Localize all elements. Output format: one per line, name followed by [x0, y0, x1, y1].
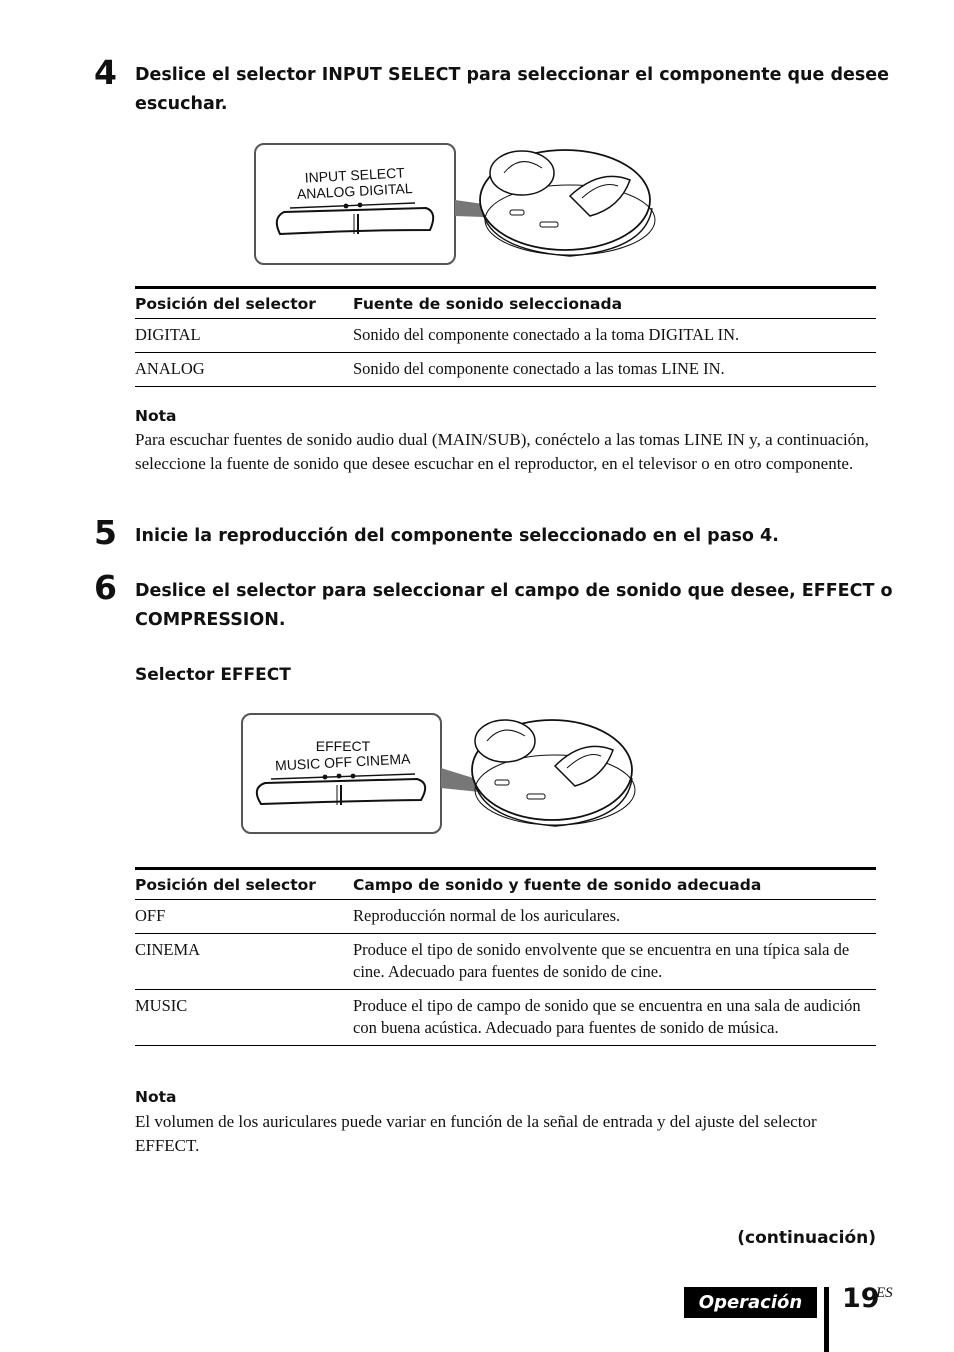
table-cell: OFF: [135, 900, 353, 934]
section-tab: [684, 1287, 817, 1318]
page-rule: [824, 1287, 829, 1352]
input-select-table: [135, 286, 876, 387]
step-number: 5: [94, 513, 117, 552]
table-header-cell: Posición del selector: [135, 869, 353, 900]
table-cell: Reproducción normal de los auriculares.: [353, 900, 876, 934]
input-select-slider: [277, 208, 433, 234]
effect-table: [135, 867, 876, 1046]
table-cell: Produce el tipo de campo de sonido que se encuentra en una sala de audición con buena acústica. Adecuado para fuentes de sonido de música.: [353, 990, 876, 1046]
table-row: [135, 353, 876, 387]
effect-selector-figure: [237, 708, 657, 840]
note-text: El volumen de los auriculares puede variar en función de la señal de entrada y del ajuste del selector EFFECT.: [135, 1112, 817, 1155]
table-row: [135, 934, 876, 990]
table-header-row: [135, 288, 876, 319]
section-label: Operación: [698, 1292, 803, 1313]
table-cell: MUSIC: [135, 990, 353, 1046]
note-text: Para escuchar fuentes de sonido audio dual (MAIN/SUB), conéctelo a las tomas LINE IN y, a continuación, seleccione la fuente de sonido que desee escuchar en el reproductor, en el televisor o en otro componente.: [135, 430, 869, 473]
note-title: Nota: [135, 1088, 177, 1106]
analog-digital-label: ANALOG DIGITAL: [296, 179, 413, 203]
table-header-cell: Posición del selector: [135, 288, 353, 319]
input-select-label: INPUT SELECT: [304, 164, 406, 186]
effect-label: EFFECT: [315, 738, 371, 754]
table-cell: Produce el tipo de sonido envolvente que se encuentra en una típica sala de cine. Adecuado para fuentes de sonido de cine.: [353, 934, 876, 990]
effect-subheading: Selector EFFECT: [135, 665, 291, 685]
step-number: 4: [94, 53, 117, 92]
step-instruction: Inicie la reproducción del componente seleccionado en el paso 4.: [135, 526, 779, 546]
step-number: 6: [94, 568, 117, 607]
table-cell: Sonido del componente conectado a las tomas LINE IN.: [353, 353, 876, 387]
table-header-row: [135, 869, 876, 900]
table-cell: Sonido del componente conectado a la toma DIGITAL IN.: [353, 319, 876, 353]
table-row: [135, 319, 876, 353]
table-header-cell: Fuente de sonido seleccionada: [353, 288, 876, 319]
language-code: ES: [876, 1285, 893, 1301]
table-cell: DIGITAL: [135, 319, 353, 353]
input-select-figure: [250, 138, 670, 270]
table-cell: ANALOG: [135, 353, 353, 387]
table-header-cell: Campo de sonido y fuente de sonido adecuada: [353, 869, 876, 900]
headphone-device: [472, 720, 635, 826]
step-instruction: Deslice el selector INPUT SELECT para seleccionar el componente que desee escuchar.: [135, 65, 890, 114]
table-row: [135, 900, 876, 934]
continuation-label: (continuación): [737, 1228, 876, 1248]
headphone-device: [480, 150, 655, 256]
table-row: [135, 990, 876, 1046]
step-instruction: Deslice el selector para seleccionar el campo de sonido que desee, EFFECT o COMPRESSION.: [135, 581, 893, 630]
note-title: Nota: [135, 407, 177, 425]
callout-box: [255, 144, 455, 264]
table-cell: CINEMA: [135, 934, 353, 990]
music-off-cinema-label: MUSIC OFF CINEMA: [274, 750, 411, 774]
page-number: 19: [842, 1283, 880, 1314]
